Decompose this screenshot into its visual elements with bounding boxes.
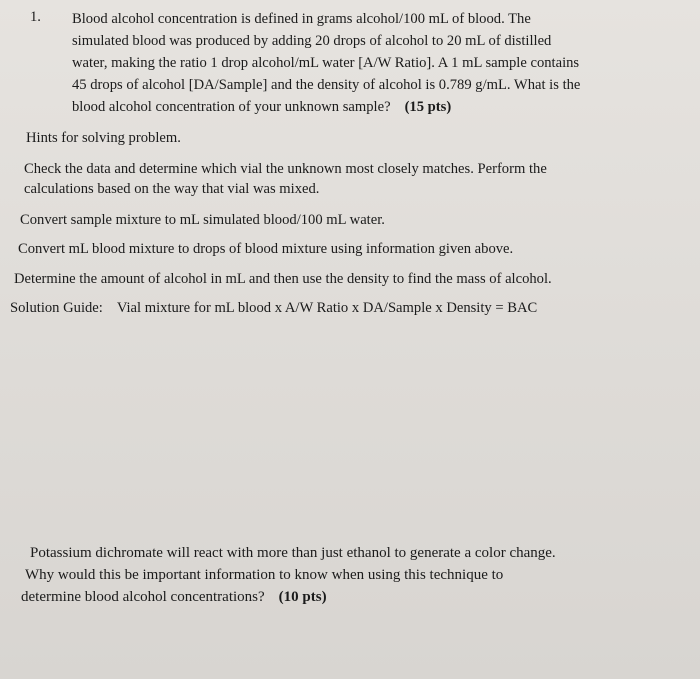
hint-convert-sample: Convert sample mixture to mL simulated blood/100 mL water. [20, 212, 385, 228]
solution-guide-label: Solution Guide: [10, 300, 103, 316]
question-2-line-1: Potassium dichromate will react with more than just ethanol to generate a color change. [30, 545, 556, 561]
question-1-line-3: water, making the ratio 1 drop alcohol/mL water [A/W Ratio]. A 1 mL sample contains [72, 55, 580, 71]
question-1-line-5-text: blood alcohol concentration of your unknown sample? [72, 99, 391, 115]
question-1-line-2: simulated blood was produced by adding 20 drops of alcohol to 20 mL of distilled [72, 33, 552, 49]
hint-check-line-2: calculations based on the way that vial was mixed. [24, 181, 320, 197]
hint-convert-drops: Convert mL blood mixture to drops of blood mixture using information given above. [18, 241, 514, 257]
question-1-line-1: Blood alcohol concentration is defined in grams alcohol/100 mL of blood. The [72, 11, 531, 27]
question-1-points: (15 pts) [404, 99, 452, 115]
question-1-line-4: 45 drops of alcohol [DA/Sample] and the density of alcohol is 0.789 g/mL. What is the [72, 77, 581, 93]
hint-check-line-1: Check the data and determine which vial the unknown most closely matches. Perform the [24, 161, 547, 177]
question-2-line-3-text: determine blood alcohol concentrations? [21, 589, 265, 605]
question-2-line-2: Why would this be important information to know when using this technique to [25, 567, 504, 583]
question-1-number: 1. [30, 9, 41, 25]
hint-determine-amount: Determine the amount of alcohol in mL and then use the density to find the mass of alcohol. [14, 271, 552, 287]
solution-guide-formula: Vial mixture for mL blood x A/W Ratio x DA/Sample x Density = BAC [116, 300, 538, 316]
question-2-points: (10 pts) [278, 589, 327, 605]
question-2-line-3 [21, 587, 327, 607]
hints-heading: Hints for solving problem. [26, 130, 181, 146]
solution-guide-line [10, 298, 537, 318]
question-1-line-5 [72, 97, 451, 117]
